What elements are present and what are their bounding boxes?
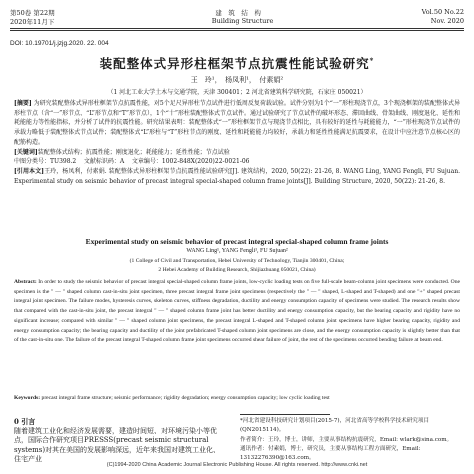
journal-date-en: Nov. 2020 [430,17,464,25]
clc-value: TU398.2 [50,158,77,166]
footnote-fund: *河北省建设科技研究计划项目(2015-7)，河北省高等学校科学技术研究项目(QN2015114)。 [240,418,430,434]
keywords-en-block [14,394,460,404]
footnote-contact: 通讯作者：付素娟，博士，研究员，主要从事结构工程方面研究，Email: 13132276390@163.com。 [240,445,421,462]
keywords-label-cn: [关键词] [14,148,38,156]
journal-name-cn: 建 筑 结 构 [215,9,261,17]
abstract-text-en: In order to study the seismic behavior of precast integral special-shaped column frame joints, low-cyclic loading tests on five full-scale beam-column joint specimens were conducted. One specimen is the " — " shaped column cast-in-situ joint specimen, three precast integral frame joint specimens (respectively the " — " shaped, L-shaped and T-shaped) and one "+" shaped precast integral joint specimen. The failure modes, hysteresis curves, skeleton curves, stiffness degradation, ductility and energy consumption capacity of specimens were studied. The research results show that compared with the cast-in-situ joint, the precast integral " — " shaped column frame joint has better ductility and energy consumption capacity, but the bearing capacity and rigidity have no significant increase; compared with similar " — " shaped column joint specimens, the precast integral L-shaped and T-shaped column joint specimens have higher bearing capacity, rigidity and energy consumption capacity; the bearing capacity and ductility of the joint prefabricated T-shaped column joint specimens are close, and the energy consumption capacity is slightly better than that of the cast-in-situ one. The failure of the precast integral T-shaped column frame joint specimens occurred shear failure of joint, the rest of the specimens occurred bending failure at beam end. [14,279,460,344]
header-rule-thin [10,30,464,31]
abstract-cn [14,99,460,186]
paper-title-cn [0,54,474,72]
affiliation-en-1: (1 College of Civil and Transportation, Hebei University of Technology, Tianjin 300401, China; [129,258,345,264]
cite-text: 王玲，杨凤利，付素娟. 装配整体式异形柱框架节点抗震性能试验研究[J]. 建筑结构，2020, 50(22): 21-26, 8. WANG Ling, YANG Fengli, FU Sujuan. Experimental study on seismic behavior of precast integral special-shaped column frame joints[J]. Building Structure, 2020, 50(22): 21-26, 8. [14,167,460,185]
affiliation-cn: （1 河北工业大学土木与交通学院，天津 300401；2 河北省建筑科学研究院，石家庄 050021） [107,89,367,96]
abstract-label-en: Abstract: [14,279,37,285]
header-rule [10,28,464,29]
running-header-line1 [10,8,464,17]
journal-volume-en: Vol.50 No.22 [421,8,464,16]
doc-code-value: A [119,158,125,166]
title-footnote-mark: * [369,55,375,65]
copyright-footer: (C)1994-2020 China Academic Journal Electronic Publishing House. All rights reserved. http://www.cnki.net [106,462,368,468]
abstract-en [14,278,460,346]
doc-code-label: 文献标识码： [83,158,120,166]
abstract-label-cn: [摘要] [14,100,32,107]
paper-title-en: Experimental study on seismic behavior of precast integral special-shaped column frame joints [85,237,389,246]
intro-column [14,417,226,465]
authors-en: WANG Ling¹, YANG Fengli¹, FU Sujuan² [186,248,288,254]
running-header-line2 [10,17,464,26]
authors-cn: 王 玲¹， 杨凤利¹， 付素娟² [190,76,284,84]
journal-name-en: Building Structure [211,17,274,25]
doi: DOI: 10.19701/j.jzjg.2020. 22. 004 [10,40,109,47]
intro-text: 随着建筑工业化和经济发展需要，建造时间短、对环境污染小等优点，国际合作研究项目PRESSS(precast seismic structural systems)对其在美国的发展影响深远，近年来我国对建筑工业化、住宅产业 [14,426,221,464]
footnote-rule [240,414,330,415]
journal-volume: 第50卷 第22期 [10,9,55,17]
article-no-label: 文章编号： [131,158,162,166]
intro-heading: 0 引言 [14,417,36,426]
footnote-author: 作者简介：王玲，博士，讲师，主要从事结构抗震研究，Email: wlark@sina.com。 [240,436,453,443]
clc-label: 中图分类号： [14,158,51,166]
keywords-cn: 装配整体式结构；抗震性能；刚度退化；耗能能力；延性性能；节点试验 [37,148,230,156]
article-no-value: 1002-848X(2020)22-0021-06 [161,158,250,166]
keywords-label-en: Keywords: [14,395,41,401]
journal-date: 2020年11月下 [10,18,55,26]
cite-label: [引用本文] [14,167,45,175]
affiliation-en-2: 2 Hebei Academy of Building Research, Shijiazhuang 050021, China) [158,267,316,273]
keywords-en: precast integral frame structure; seismic performance; rigidity degradation; energy consumption capacity; low cyclic loading test [41,395,330,401]
title-text: 装配整体式异形柱框架节点抗震性能试验研究 [99,56,370,71]
abstract-text-cn: 为研究装配整体式异形柱框架节点抗震性能，对5个足尺异形柱节点试件进行低周反复荷载试验。试件分别为1个“一”形柱现浇节点，3个现浇框架的装配整体式异形柱节点（含“一”形节点、“L”形节点和“T”形节点），1个“十”形柱装配整体式节点试件。通过试验研究了节点试件的破坏形态、滞回曲线、骨架曲线、刚度退化、延性和耗能能力等性能指标，并分析了试件的抗震性能。研究结果表明：装配整体式“一”形柱框架节点与现浇节点相比，具有较好的延性与耗能能力，“一”形柱现浇节点试件的承载力略低于装配整体式节点试件；装配整体式“L”形柱与“T”形柱节点的刚度、延性和耗能能力均较好，承载力和延性性能满足抗震要求，在设计中应注意节点核心区的配筋构造。 [14,100,460,146]
footnote-column [240,417,462,463]
